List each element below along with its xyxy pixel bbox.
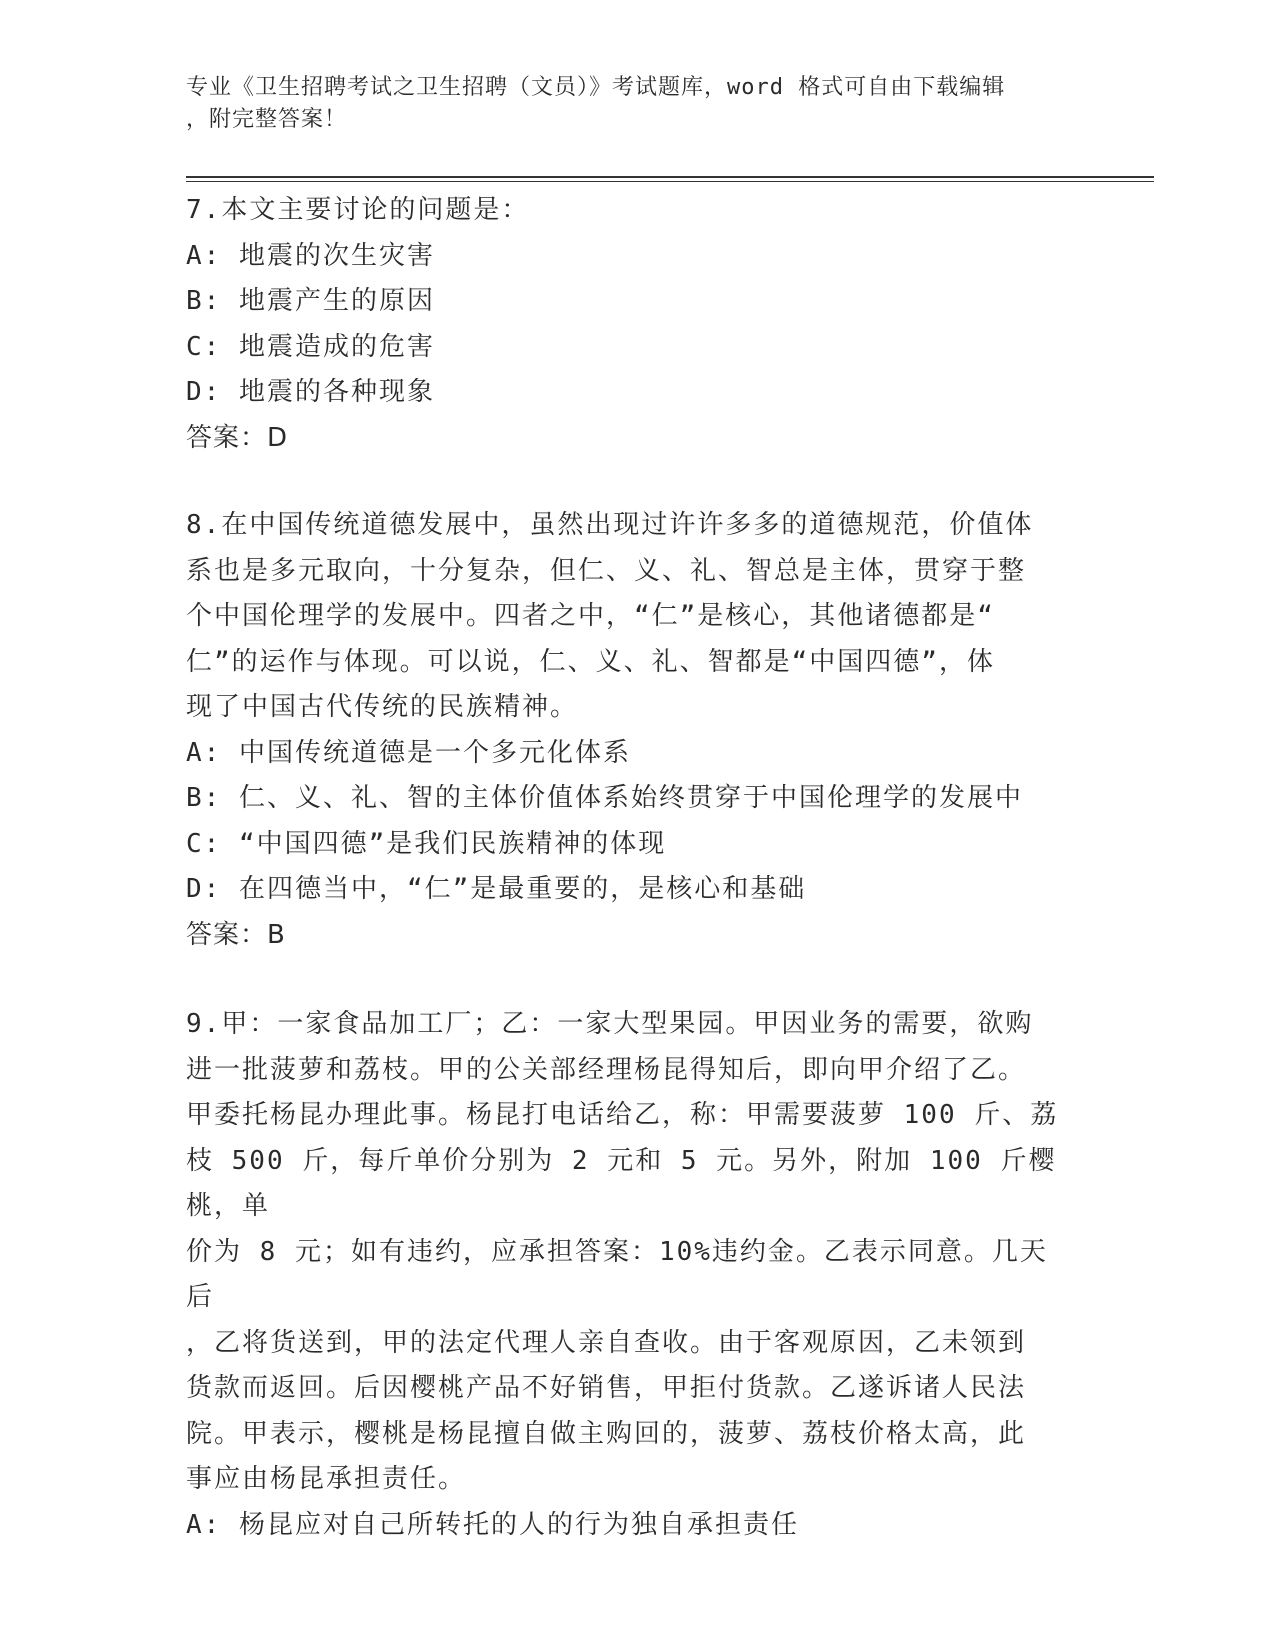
option-a [186, 234, 1066, 280]
option-text: “中国四德”是我们民族精神的体现 [238, 828, 667, 859]
stem-line: 个中国伦理学的发展中。四者之中，“仁”是核心，其他诸德都是“ [186, 601, 995, 631]
option-key: C: [186, 331, 222, 362]
stem-line: 8.在中国传统道德发展中，虽然出现过许许多多的道德规范，价值体 [186, 510, 1034, 540]
stem-line: 事应由杨昆承担责任。 [186, 1464, 467, 1494]
header-rule-thin [186, 181, 1154, 182]
option-text: 杨昆应对自己所转托的人的行为独自承担责任 [238, 1509, 799, 1540]
option-d [186, 370, 1066, 416]
option-b [186, 776, 1066, 822]
option-key: D: [186, 377, 222, 407]
stem-line: 系也是多元取向，十分复杂，但仁、义、礼、智总是主体，贯穿于整 [186, 555, 1027, 586]
stem-line: 价为 8 元；如有违约，应承担答案：10%违约金。乙表示同意。几天后 [186, 1236, 1048, 1312]
header-rule [186, 176, 1154, 178]
header-line-2: ，附完整答案！ [186, 107, 348, 132]
option-text: 在四德当中，“仁”是最重要的，是核心和基础 [238, 874, 807, 904]
stem-line: 9.甲：一家食品加工厂；乙：一家大型果园。甲因业务的需要，欲购 [186, 1009, 1034, 1039]
option-text: 地震的次生灾害 [238, 240, 435, 271]
stem-line: 进一批菠萝和荔枝。甲的公关部经理杨昆得知后，即向甲介绍了乙。 [186, 1054, 1027, 1085]
option-a [186, 731, 1066, 777]
answer-line: 答案：B [186, 919, 286, 950]
option-key: A: [186, 1509, 222, 1540]
question-stem [186, 503, 1066, 731]
option-text: 地震造成的危害 [238, 331, 435, 362]
answer-line: 答案：D [186, 422, 289, 453]
question-number: 8. [186, 510, 222, 540]
question-stem [186, 188, 1066, 234]
option-text: 地震的各种现象 [238, 377, 435, 407]
option-text: 地震产生的原因 [238, 286, 435, 316]
stem-line: 仁”的运作与体现。可以说，仁、义、礼、智都是“中国四德”，体 [186, 646, 995, 677]
option-key: A: [186, 240, 222, 271]
stem-line: 甲委托杨昆办理此事。杨昆打电话给乙，称：甲需要菠萝 100 斤、荔 [186, 1100, 1059, 1130]
question-stem [186, 1002, 1066, 1503]
stem-line: 货款而返回。后因樱桃产品不好销售，甲拒付货款。乙遂诉诸人民法 [186, 1373, 1027, 1403]
question-9 [186, 1002, 1066, 1548]
option-text: 中国传统道德是一个多元化体系 [238, 737, 631, 768]
option-key: B: [186, 783, 222, 813]
header-line-1: 专业《卫生招聘考试之卫生招聘（文员）》考试题库，word 格式可自由下载编辑 [186, 75, 1006, 100]
option-a [186, 1503, 1066, 1549]
stem-line: 现了中国古代传统的民族精神。 [186, 692, 579, 722]
question-8 [186, 503, 1066, 958]
option-text: 仁、义、礼、智的主体价值体系始终贯穿于中国伦理学的发展中 [238, 783, 1023, 813]
question-7 [186, 188, 1066, 461]
stem-line: ，乙将货送到，甲的法定代理人亲自查收。由于客观原因，乙未领到 [186, 1327, 1027, 1358]
option-key: A: [186, 737, 222, 768]
document-header [186, 72, 1066, 136]
option-c [186, 325, 1066, 371]
option-key: C: [186, 828, 222, 859]
option-c [186, 822, 1066, 868]
option-d [186, 867, 1066, 913]
option-key: D: [186, 874, 222, 904]
question-number: 9. [186, 1009, 222, 1039]
option-b [186, 279, 1066, 325]
option-key: B: [186, 286, 222, 316]
stem-line: 院。甲表示，樱桃是杨昆擅自做主购回的，菠萝、荔枝价格太高，此 [186, 1418, 1027, 1449]
stem-line: 枝 500 斤，每斤单价分别为 2 元和 5 元。另外，附加 100 斤樱桃，单 [186, 1145, 1057, 1221]
question-number: 7. [186, 195, 222, 225]
question-text: 本文主要讨论的问题是： [221, 195, 530, 225]
